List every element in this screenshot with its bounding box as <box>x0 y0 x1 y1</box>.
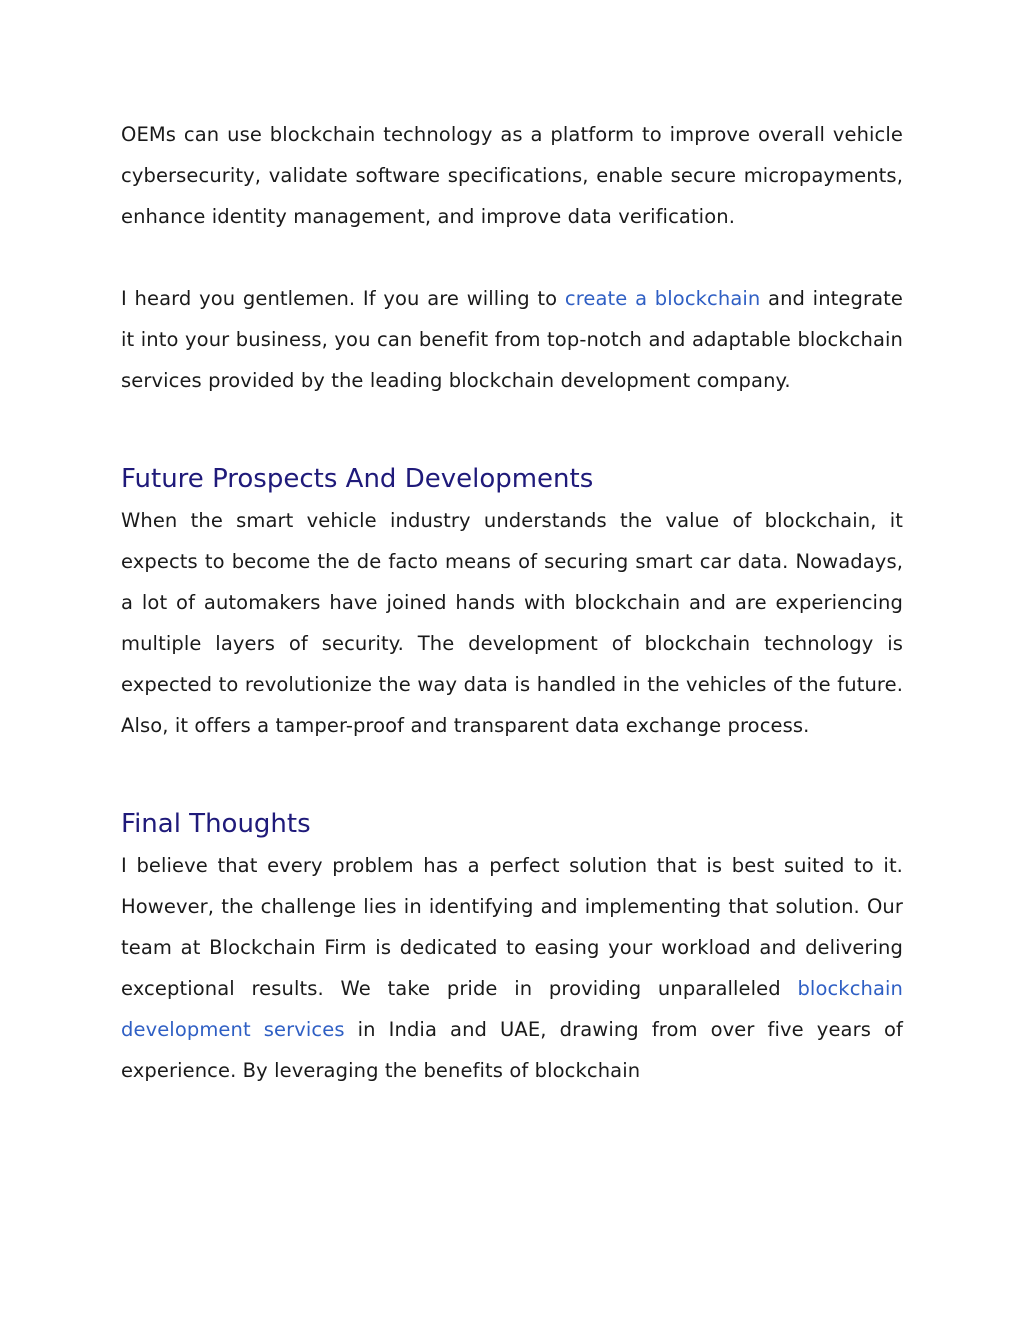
create-blockchain-link[interactable]: create a blockchain <box>564 287 761 310</box>
offer-text-end: and integrate it into your business, you can benefit from top-notch and adaptable blockchain services provided by the leading blockchain development company. <box>121 287 903 392</box>
final-thoughts-paragraph <box>121 845 903 1091</box>
final-thoughts-heading: Final Thoughts <box>121 809 311 839</box>
intro-paragraph: OEMs can use blockchain technology as a platform to improve overall vehicle cybersecurity, validate software specifications, enable secure micropayments, enhance identity management, and improve data verification. <box>121 123 903 228</box>
blockchain-development-services-link[interactable]: blockchain development services <box>121 977 903 1041</box>
offer-text-start: I heard you gentlemen. If you are willing to <box>121 287 565 310</box>
future-prospects-paragraph: When the smart vehicle industry understands the value of blockchain, it expects to become the de facto means of securing smart car data. Nowadays, a lot of automakers have joined hands with blockchain and are experiencing multiple layers of security. The development of blockchain technology is expected to revolutionize the way data is handled in the vehicles of the future. Also, it offers a tamper-proof and transparent data exchange process. <box>121 509 903 737</box>
document-page <box>121 114 903 1091</box>
future-prospects-heading: Future Prospects And Developments <box>121 464 594 494</box>
final-text-end: in India and UAE, drawing from over five years of experience. By leveraging the benefits of blockchain <box>121 1018 904 1082</box>
offer-paragraph <box>121 278 903 401</box>
final-text-start: I believe that every problem has a perfect solution that is best suited to it. However, the challenge lies in identifying and implementing that solution. Our team at Blockchain Firm is dedicated to easing your workload and delivering exceptional results. We take pride in providing unparalleled <box>121 854 903 1000</box>
